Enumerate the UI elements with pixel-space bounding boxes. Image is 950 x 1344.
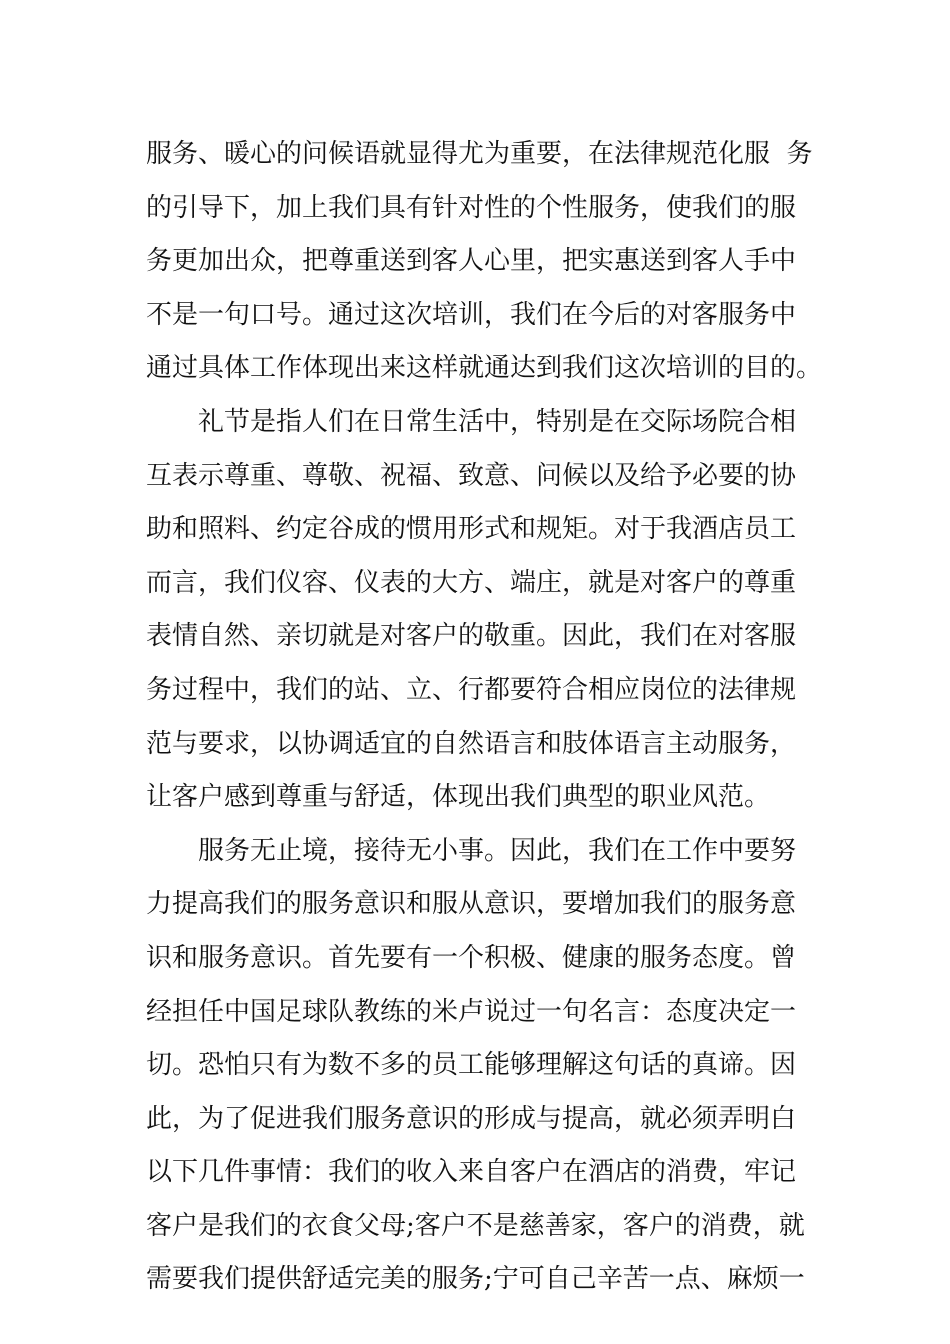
text-line: 以下几件事情：我们的收入来自客户在酒店的消费，牢记 [146, 1157, 797, 1188]
text-line: 客户是我们的衣食父母;客户不是慈善家，客户的消费，就 [146, 1210, 805, 1241]
text-line: 让客户感到尊重与舒适，体现出我们典型的职业风范。 [146, 782, 771, 813]
text-line: 务更加出众，把尊重送到客人心里，把实惠送到客人手中 [146, 246, 797, 277]
text-line: 此，为了促进我们服务意识的形成与提高，就必须弄明白 [146, 1103, 797, 1134]
text-line: 切。恐怕只有为数不多的员工能够理解这句话的真谛。因 [146, 1050, 797, 1081]
text-line: 的引导下，加上我们具有针对性的个性服务，使我们的服 [146, 192, 797, 223]
text-line: 助和照料、约定谷成的惯用形式和规矩。对于我酒店员工 [146, 514, 797, 545]
text-line: 力提高我们的服务意识和服从意识，要增加我们的服务意 [146, 889, 797, 920]
text-line: 需要我们提供舒适完美的服务;宁可自己辛苦一点、麻烦一 [146, 1264, 805, 1295]
text-line: 互表示尊重、尊敬、祝福、致意、问候以及给予必要的协 [146, 460, 797, 491]
text-line: 服务、暖心的问候语就显得尤为重要，在法律规范化服 务 [146, 139, 813, 169]
body-text [146, 128, 823, 1307]
paragraph-first-line: 服务无止境，接待无小事。因此，我们在工作中要努 [198, 835, 797, 866]
text-line: 而言，我们仪容、仪表的大方、端庄，就是对客户的尊重 [146, 567, 797, 598]
text-line: 表情自然、亲切就是对客户的敬重。因此，我们在对客服 [146, 621, 797, 652]
text-line: 经担任中国足球队教练的米卢说过一句名言：态度决定一 [146, 996, 797, 1027]
text-line: 务过程中，我们的站、立、行都要符合相应岗位的法律规 [146, 674, 797, 705]
text-line: 识和服务意识。首先要有一个积极、健康的服务态度。曾 [146, 942, 797, 973]
text-line: 不是一句口号。通过这次培训，我们在今后的对客服务中 [146, 299, 797, 330]
paragraph-first-line: 礼节是指人们在日常生活中，特别是在交际场院合相 [198, 406, 797, 437]
text-line: 通过具体工作体现出来这样就通达到我们这次培训的目的。 [146, 353, 823, 384]
text-line: 范与要求，以协调适宜的自然语言和肢体语言主动服务， [146, 728, 797, 759]
